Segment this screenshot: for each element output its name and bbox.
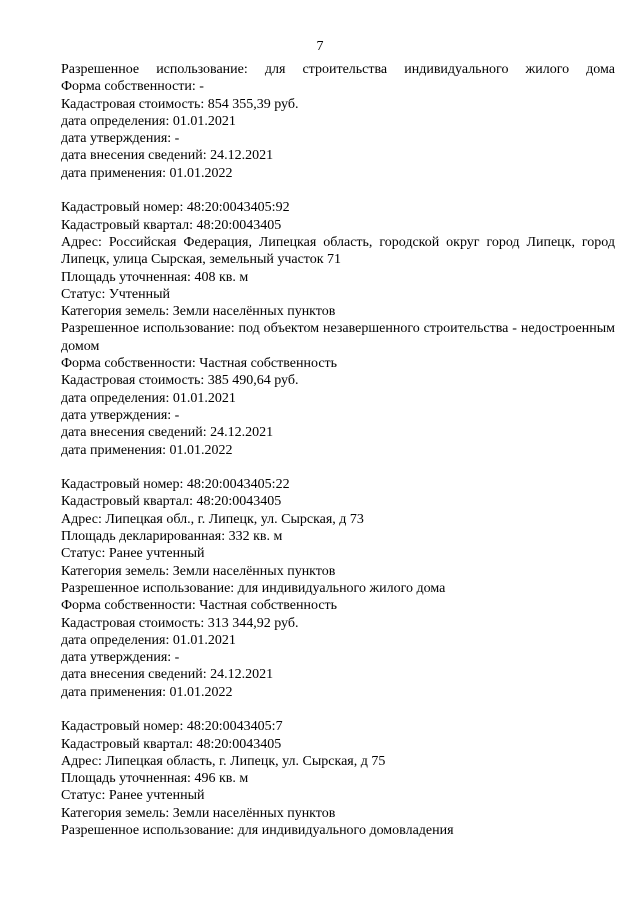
determination-date: дата определения: 01.01.2021: [61, 113, 236, 129]
area: Площадь декларированная: 332 кв. м: [61, 529, 283, 545]
entry-date: дата внесения сведений: 24.12.2021: [61, 148, 274, 164]
approval-date: дата утверждения: -: [61, 650, 180, 666]
cadastral-number: Кадастровый номер: 48:20:0043405:92: [61, 200, 290, 216]
cadastral-quarter: Кадастровый квартал: 48:20:0043405: [61, 217, 282, 233]
permitted-use: Разрешенное использование: для индивидуального домовладения: [61, 823, 454, 839]
ownership-form: Форма собственности: Частная собственность: [61, 356, 338, 372]
status: Статус: Учтенный: [61, 286, 170, 302]
record-fragment: [61, 61, 615, 182]
document-body: [61, 61, 615, 839]
determination-date: дата определения: 01.01.2021: [61, 632, 236, 648]
spacer: [61, 182, 615, 199]
ownership-form: Форма собственности: -: [61, 79, 204, 95]
cadastral-quarter: Кадастровый квартал: 48:20:0043405: [61, 736, 282, 752]
address: Адрес: Липецкая обл., г. Липецк, ул. Сырская, д 73: [61, 511, 364, 527]
land-category: Категория земель: Земли населённых пунктов: [61, 805, 336, 821]
entry-date: дата внесения сведений: 24.12.2021: [61, 425, 274, 441]
page-number: 7: [316, 39, 324, 54]
parcel-record: [61, 199, 615, 458]
cadastral-number: Кадастровый номер: 48:20:0043405:7: [61, 719, 283, 735]
parcel-record: [61, 476, 615, 701]
cadastral-quarter: Кадастровый квартал: 48:20:0043405: [61, 494, 282, 510]
spacer: [61, 459, 615, 476]
application-date: дата применения: 01.01.2022: [61, 442, 233, 458]
cadastral-value: Кадастровая стоимость: 313 344,92 руб.: [61, 615, 299, 631]
address: Адрес: Липецкая область, г. Липецк, ул. Сырская, д 75: [61, 753, 386, 769]
permitted-use: Разрешенное использование: для строительства индивидуального жилого дома: [61, 62, 615, 77]
status: Статус: Ранее учтенный: [61, 788, 205, 804]
permitted-use: Разрешенное использование: для индивидуального жилого дома: [61, 580, 446, 596]
land-category: Категория земель: Земли населённых пунктов: [61, 304, 336, 320]
land-category: Категория земель: Земли населённых пунктов: [61, 563, 336, 579]
cadastral-number: Кадастровый номер: 48:20:0043405:22: [61, 477, 290, 493]
parcel-record: [61, 718, 615, 839]
address: Адрес: Российская Федерация, Липецкая область, городской округ город Липецк, город Липецк, улица Сырская, земельный участок 71: [61, 234, 615, 268]
status: Статус: Ранее учтенный: [61, 546, 205, 562]
approval-date: дата утверждения: -: [61, 131, 180, 147]
determination-date: дата определения: 01.01.2021: [61, 390, 236, 406]
cadastral-value: Кадастровая стоимость: 385 490,64 руб.: [61, 373, 299, 389]
spacer: [61, 701, 615, 718]
area: Площадь уточненная: 496 кв. м: [61, 771, 249, 787]
permitted-use: Разрешенное использование: под объектом незавершенного строительства - недостроенным домом: [61, 321, 615, 354]
cadastral-value: Кадастровая стоимость: 854 355,39 руб.: [61, 96, 299, 112]
entry-date: дата внесения сведений: 24.12.2021: [61, 667, 274, 683]
ownership-form: Форма собственности: Частная собственность: [61, 598, 338, 614]
application-date: дата применения: 01.01.2022: [61, 684, 233, 700]
approval-date: дата утверждения: -: [61, 407, 180, 423]
application-date: дата применения: 01.01.2022: [61, 165, 233, 181]
area: Площадь уточненная: 408 кв. м: [61, 269, 249, 285]
